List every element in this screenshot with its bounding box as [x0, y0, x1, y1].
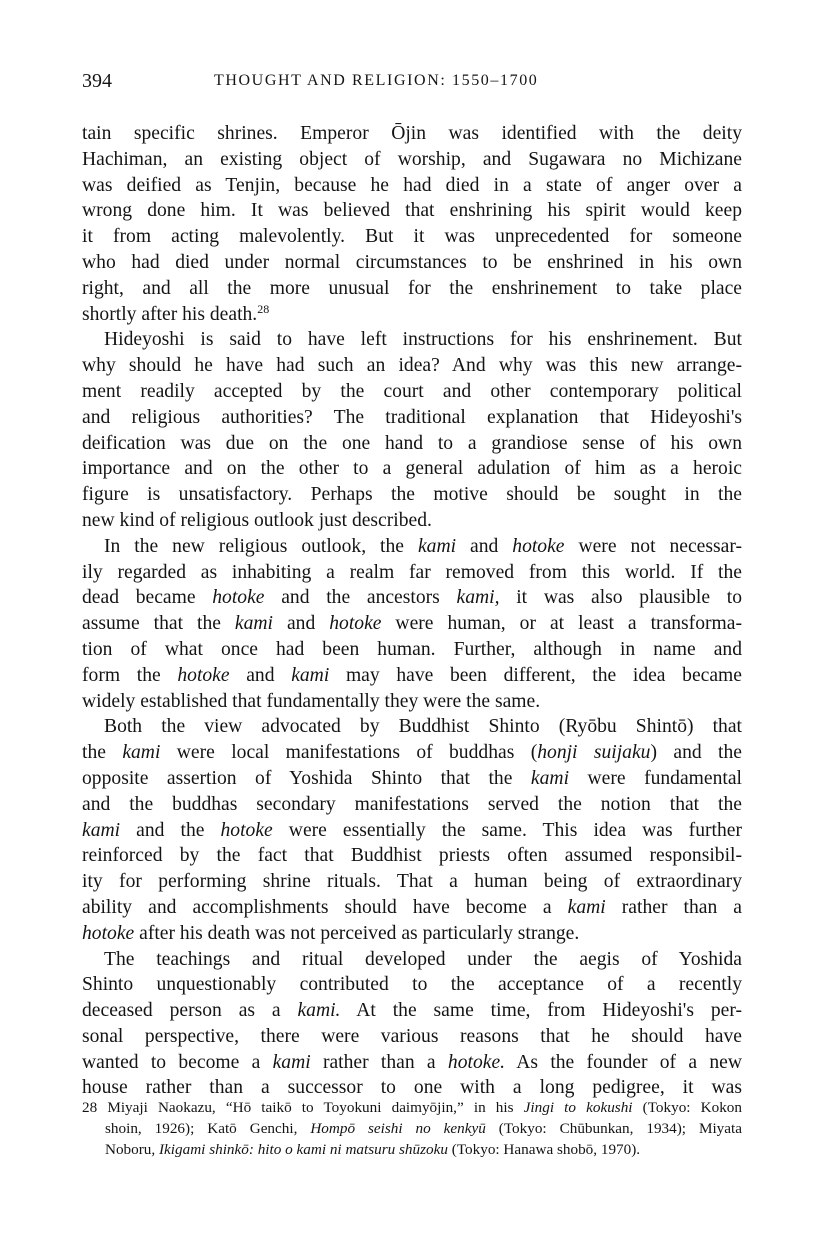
text-line: kami and the hotoke were essentially the same. This idea was further	[82, 819, 742, 841]
text-line: wrong done him. It was believed that enshrining his spirit would keep	[82, 200, 742, 222]
paragraph-start-line: Hideyoshi is said to have left instructions for his enshrinement. But	[104, 329, 742, 351]
italic-term: kami	[234, 613, 273, 635]
text-line: form the hotoke and kami may have been different, the idea became	[82, 664, 742, 686]
text-line: deceased person as a kami. At the same time, from Hideyoshi's per-	[82, 1000, 742, 1022]
italic-term: kami	[530, 767, 570, 789]
text-line: ability and accomplishments should have become a kami rather than a	[82, 896, 743, 918]
text-line: why should he have had such an idea? And why was this new arrange-	[82, 355, 742, 377]
italic-term: honji suijaku	[537, 742, 651, 764]
paragraph-start-line: In the new religious outlook, the kami and hotoke were not necessar-	[104, 535, 742, 557]
text-line: it from acting malevolently. But it was unprecedented for someone	[82, 226, 742, 248]
text-line: the kami were local manifestations of buddhas (honji suijaku) and the	[82, 742, 742, 764]
italic-term: kami	[122, 742, 161, 764]
text-line: new kind of religious outlook just described.	[82, 509, 432, 531]
italic-term: kami.	[297, 1000, 341, 1022]
footnote	[82, 1097, 742, 1160]
italic-term: hotoke	[329, 613, 382, 635]
italic-term: kami	[272, 1051, 311, 1073]
text-line: widely established that fundamentally they were the same.	[82, 690, 541, 712]
italic-term: kami	[82, 819, 121, 841]
italic-term: hotoke	[82, 922, 135, 944]
text-line: assume that the kami and hotoke were human, or at least a transforma-	[82, 613, 742, 635]
text-line: figure is unsatisfactory. Perhaps the motive should be sought in the	[82, 484, 742, 506]
footnote-line: 28 Miyaji Naokazu, “Hō taikō to Toyokuni daimyōjin,” in his Jingi to kokushi (Tokyo: Kokon	[82, 1099, 742, 1116]
footnote-line: shoin, 1926); Katō Genchi, Hompō seishi no kenkyū (Tokyo: Chūbunkan, 1934); Miyata	[105, 1120, 742, 1137]
text-line: deification was due on the one hand to a grandiose sense of his own	[82, 432, 742, 454]
footnote-line: Noboru, Ikigami shinkō: hito o kami ni matsuru shūzoku (Tokyo: Hanawa shobō, 1970).	[105, 1141, 641, 1158]
text-line: tain specific shrines. Emperor Ōjin was identified with the deity	[82, 123, 742, 144]
italic-term: hotoke	[512, 535, 565, 557]
italic-term: Hompō seishi no kenkyū	[310, 1120, 486, 1137]
italic-term: Jingi to kokushi	[523, 1099, 633, 1116]
text-line: ment readily accepted by the court and other contemporary political	[82, 380, 742, 402]
italic-term: hotoke	[220, 819, 273, 841]
italic-term: kami	[291, 664, 330, 686]
text-line: and the buddhas secondary manifestations served the notion that the	[82, 793, 742, 815]
text-line: shortly after his death.$^{28}$	[82, 301, 270, 325]
italic-term: kami	[567, 896, 606, 918]
text-line: right, and all the more unusual for the enshrinement to take place	[82, 277, 742, 299]
text-line: wanted to become a kami rather than a hotoke. As the founder of a new	[82, 1051, 742, 1073]
italic-term: hotoke	[212, 587, 265, 609]
text-line: and religious authorities? The traditional explanation that Hideyoshi's	[82, 406, 742, 428]
text-line: Shinto unquestionably contributed to the acceptance of a recently	[82, 974, 742, 996]
text-line: tion of what once had been human. Further, although in name and	[82, 638, 742, 660]
italic-term: kami	[417, 535, 457, 557]
paragraph-start-line: Both the view advocated by Buddhist Shinto (Ryōbu Shintō) that	[104, 716, 742, 738]
paragraph-start-line: The teachings and ritual developed under the aegis of Yoshida	[104, 948, 742, 970]
italic-term: hotoke.	[447, 1051, 506, 1073]
text-line: who had died under normal circumstances to be enshrined in his own	[82, 251, 742, 273]
text-line: opposite assertion of Yoshida Shinto that the kami were fundamental	[82, 767, 742, 789]
text-line: importance and on the other to a general adulation of him as a heroic	[82, 458, 742, 480]
text-line: reinforced by the fact that Buddhist priests often assumed responsibil-	[82, 845, 742, 867]
italic-term: Ikigami shinkō: hito o kami ni matsuru shūzoku	[159, 1141, 448, 1158]
text-line: house rather than a successor to one with a long pedigree, it was	[82, 1077, 742, 1099]
text-line: Hachiman, an existing object of worship, and Sugawara no Michizane	[82, 148, 742, 170]
footnote-reference: 28	[257, 301, 270, 316]
running-header	[82, 70, 742, 98]
text-line: ily regarded as inhabiting a realm far removed from this world. If the	[82, 561, 742, 583]
italic-term: kami,	[456, 587, 500, 609]
text-line: was deified as Tenjin, because he had died in a state of anger over a	[82, 174, 742, 196]
text-line: ity for performing shrine rituals. That a human being of extraordinary	[82, 871, 742, 893]
page-number: 394	[82, 70, 112, 92]
body-text	[82, 121, 742, 1101]
running-title: THOUGHT AND RELIGION: 1550–1700	[214, 72, 539, 89]
italic-term: hotoke	[177, 664, 230, 686]
text-line: dead became hotoke and the ancestors kami, it was also plausible to	[82, 587, 742, 609]
text-line: hotoke after his death was not perceived as particularly strange.	[82, 922, 580, 944]
text-line: sonal perspective, there were various reasons that he should have	[82, 1025, 742, 1047]
